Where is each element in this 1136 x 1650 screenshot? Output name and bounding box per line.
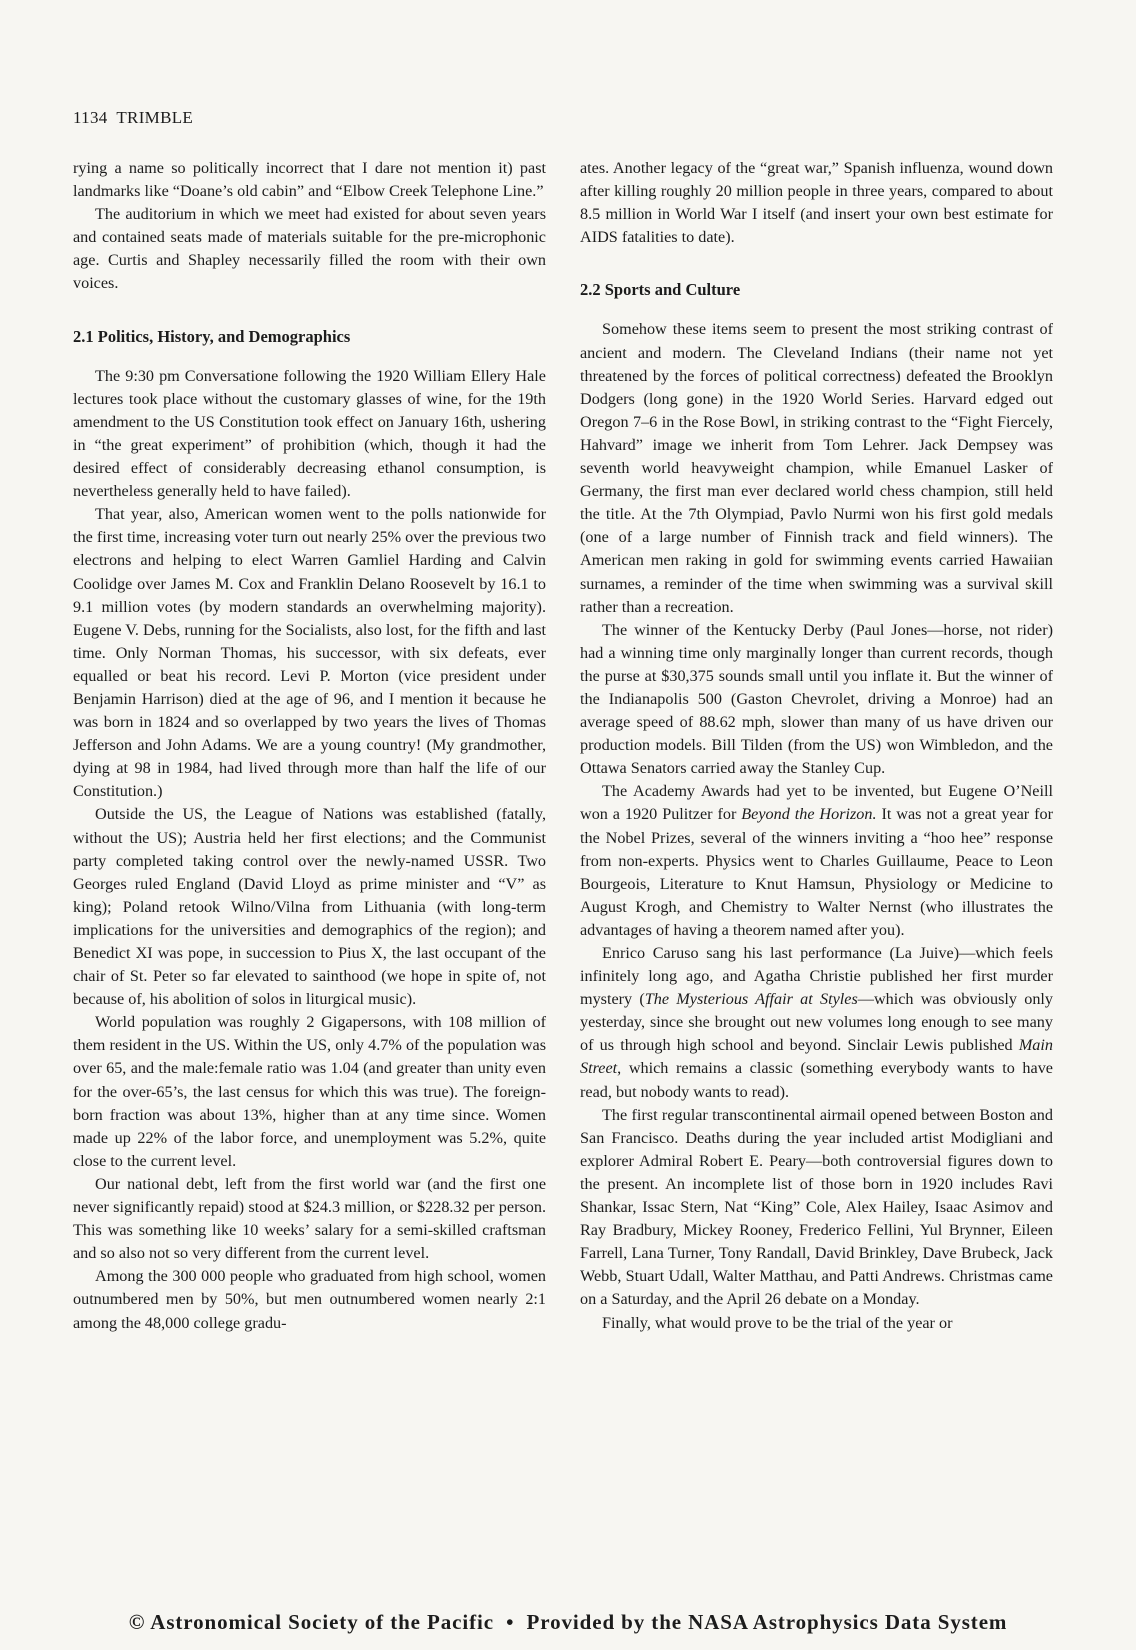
paragraph: The 9:30 pm Conversatione following the 1920 William Ellery Hale lectures took place without the customary glasses of wine, for the 19th amendment to the US Constitution took effect on January 16th, ushering in “the great experiment” of prohibition (which, though it had the desired effect of considerably decreasing ethanol consumption, is nevertheless generally held to have failed). (73, 366, 546, 501)
left-column (73, 157, 546, 1335)
footer-credit (0, 1610, 1136, 1635)
paragraph: The winner of the Kentucky Derby (Paul Jones—horse, not rider) had a winning time only marginally longer than current records, though the purse at $30,375 sounds small until you inflate it. But the winner of the Indianapolis 500 (Gaston Chevrolet, driving a Monroe) had an average speed of 88.62 mph, slower than many of us have driven our production models. Bill Tilden (from the US) won Wimbledon, and the Ottawa Senators carried away the Stanley Cup. (580, 620, 1053, 778)
text-run: —which was obviously only yesterday, since she brought out new volumes long enough to see many of us through high school and beyond. Sinclair Lewis published (580, 990, 1053, 1055)
paragraph: Outside the US, the League of Nations was established (fatally, without the US); Austria held her first elections; and the Communist party completed taking control over the newly-named USSR. Two Georges ruled England (David Lloyd as prime minister and “V” as king); Poland retook Wilno/Vilna from Lithuania (with long-term implications for the universities and demographics of the region); and Benedict XI was pope, in succession to Pius X, the last occupant of the chair of St. Peter so far elevated to sainthood (we hope in spite of, not because of, his abolition of solos in liturgical music). (73, 805, 546, 1009)
paragraph (580, 780, 1053, 942)
paragraph: rying a name so politically incorrect that I dare not mention it) past landmarks like “Doane’s old cabin” and “Elbow Creek Telephone Line.” (73, 159, 546, 201)
paragraph: The first regular transcontinental airmail opened between Boston and San Francisco. Deaths during the year included artist Modigliani and explorer Admiral Robert E. Peary—both controversial figures down to the present. An incomplete list of those born in 1920 includes Ravi Shankar, Issac Stern, Nat “King” Cole, Alex Hailey, Isaac Asimov and Ray Bradbury, Mickey Rooney, Frederico Fellini, Yul Brynner, Eileen Farrell, Lana Turner, Tony Randall, David Brinkley, Dave Brubeck, Jack Webb, Stuart Udall, Walter Matthau, and Patti Andrews. Christmas came on a Saturday, and the April 26 debate on a Monday. (580, 1105, 1053, 1309)
paragraph: Among the 300 000 people who graduated from high school, women outnumbered men by 50%, but men outnumbered women nearly 2:1 among the 48,000 college gradu- (73, 1267, 546, 1332)
page-number: 1134 (73, 108, 108, 127)
paragraph: Somehow these items seem to present the most striking contrast of ancient and modern. The Cleveland Indians (their name not yet threatened by the forces of political correctness) defeated the Brooklyn Dodgers (long gone) in the 1920 World Series. Harvard edged out Oregon 7–6 in the Rose Bowl, in striking contrast to the “Fight Fiercely, Hahvard” image we inherit from Tom Lehrer. Jack Dempsey was seventh world heavyweight champion, while Emanuel Lasker of Germany, the first man ever declared world chess champion, still held the title. At the 7th Olympiad, Pavlo Nurmi won his first gold medals (one of a large number of Finnish track and field winners). The American men raking in gold for swimming events carried Hawaiian surnames, a reminder of the time when swimming was a survival skill rather than a recreation. (580, 320, 1053, 616)
text-run: The Academy Awards had yet to be invented, but Eugene O’Neill won a 1920 Pulitzer for (580, 782, 1053, 824)
paragraph: Finally, what would prove to be the trial of the year or (602, 1313, 953, 1332)
paragraph: ates. Another legacy of the “great war,” Spanish influenza, wound down after killing roughly 20 million people in three years, compared to about 8.5 million in World War I itself (and insert your own best estimate for AIDS fatalities to date). (580, 159, 1053, 247)
right-column (580, 157, 1053, 1335)
paragraph: World population was roughly 2 Gigapersons, with 108 million of them resident in the US. Within the US, only 4.7% of the population was over 65, and the male:female ratio was 1.04 (and greater than unity even for the over-65’s, the last census for which this was true). The foreign-born fraction was about 13%, higher than at any time since. Women made up 22% of the labor force, and unemployment was 5.2%, quite close to the current level. (73, 1013, 546, 1170)
paragraph: Our national debt, left from the first world war (and the first one never significantly repaid) stood at $24.3 million, or $228.32 per person. This was something like 10 weeks’ salary for a semi-skilled craftsman and so also not so very different from the current level. (73, 1174, 546, 1263)
text-run: , which remains a classic (something everybody wants to have read, but nobody wants to read). (580, 1059, 1053, 1101)
text-run: Enrico Caruso sang his last performance (La Juive)—which feels infinitely long ago, and Agatha Christie published her first murder mystery ( (580, 944, 1053, 1009)
paragraph: The auditorium in which we meet had existed for about seven years and contained seats made of materials suitable for the pre-microphonic age. Curtis and Shapley necessarily filled the room with their own voices. (73, 205, 546, 293)
section-heading-politics: 2.1 Politics, History, and Demographics (73, 326, 351, 346)
paragraph (580, 942, 1053, 1104)
running-header (73, 108, 193, 128)
footer-separator: • (506, 1610, 515, 1634)
paragraph: That year, also, American women went to the polls nationwide for the first time, increasing voter turn out nearly 25% over the previous two electrons and helping to elect Warren Gamliel Harding and Calvin Coolidge over James M. Cox and Franklin Delano Roosevelt by 16.1 to 9.1 million votes (by modern standards an overwhelming majority). Eugene V. Debs, running for the Socialists, also lost, for the fifth and last time. Only Norman Thomas, his successor, with six defeats, ever equalled or beat his record. Levi P. Morton (vice president under Benjamin Harrison) died at the age of 96, and I mention it because he was born in 1824 and so overlapped by two years the lives of Thomas Jefferson and John Adams. We are a young country! (My grandmother, dying at 98 in 1984, had lived through more than half the life of our Constitution.) (73, 505, 546, 801)
italic-title: Main Street (580, 1036, 1053, 1078)
italic-title: The Mysterious Affair at Styles (644, 990, 858, 1009)
running-head-author: TRIMBLE (116, 108, 194, 127)
footer-copyright: © Astronomical Society of the Pacific (128, 1610, 494, 1634)
text-run: It was not a great year for the Nobel Prizes, several of the winners inviting a “hoo hee” response from non-experts. Physics went to Charles Guillaume, Peace to Leon Bourgeois, Literature to Knut Hamsun, Physiology or Medicine to August Krogh, and Chemistry to Walter Nernst (who illustrates the advantages of having a theorem named after you). (580, 805, 1053, 939)
section-heading-sports: 2.2 Sports and Culture (580, 280, 741, 300)
italic-title: Beyond the Horizon. (741, 805, 877, 824)
footer-provider: Provided by the NASA Astrophysics Data System (526, 1610, 1008, 1634)
